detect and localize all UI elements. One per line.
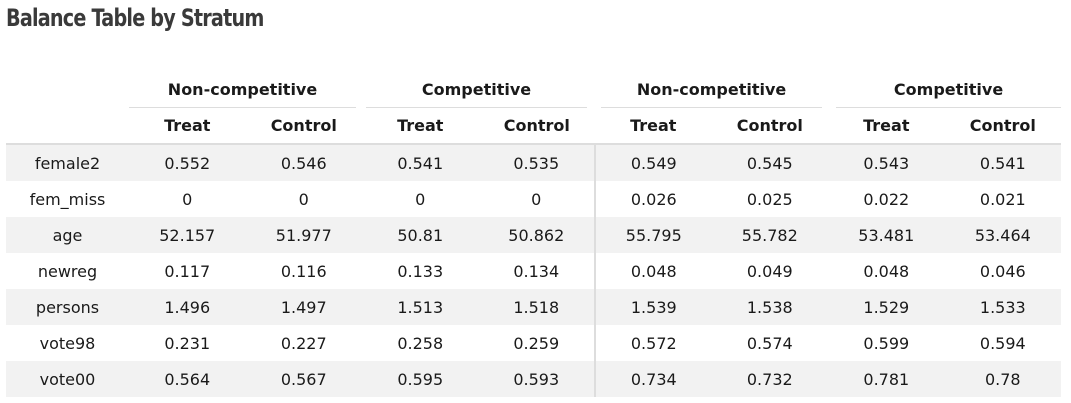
table-cell: 1.496 [129,289,246,325]
table-cell: 0.025 [712,181,829,217]
table-cell: 1.533 [945,289,1062,325]
row-label: newreg [6,253,129,289]
table-cell: 0 [246,181,363,217]
table-row [6,361,1061,397]
column-header: Control [712,108,829,144]
table-cell: 0.543 [828,144,945,181]
group-header: Competitive [828,72,1061,108]
table-cell: 0.049 [712,253,829,289]
column-header: Treat [828,108,945,144]
table-cell: 0.732 [712,361,829,397]
column-header-empty [6,108,129,144]
column-header: Treat [129,108,246,144]
table-cell: 0.734 [595,361,712,397]
table-cell: 55.782 [712,217,829,253]
table-cell: 1.518 [479,289,596,325]
table-cell: 51.977 [246,217,363,253]
table-cell: 1.529 [828,289,945,325]
row-label: age [6,217,129,253]
table-cell: 53.464 [945,217,1062,253]
table-cell: 0.541 [362,144,479,181]
corner-cell [6,72,129,108]
table-row [6,181,1061,217]
table-cell: 1.513 [362,289,479,325]
table-cell: 0.048 [595,253,712,289]
row-label: vote98 [6,325,129,361]
table-row [6,325,1061,361]
table-cell: 0.593 [479,361,596,397]
table-cell: 0.546 [246,144,363,181]
table-cell: 0.574 [712,325,829,361]
table-cell: 52.157 [129,217,246,253]
table-cell: 0 [129,181,246,217]
column-header: Treat [362,108,479,144]
table-cell: 0.259 [479,325,596,361]
table-cell: 0.116 [246,253,363,289]
table-cell: 0.258 [362,325,479,361]
row-label: female2 [6,144,129,181]
row-label: persons [6,289,129,325]
column-header: Treat [595,108,712,144]
table-cell: 50.862 [479,217,596,253]
table-cell: 55.795 [595,217,712,253]
table-cell: 0.021 [945,181,1062,217]
column-header-row [6,108,1061,144]
table-cell: 50.81 [362,217,479,253]
table-cell: 0.134 [479,253,596,289]
group-header: Competitive [362,72,595,108]
table-cell: 53.481 [828,217,945,253]
table-cell: 0.549 [595,144,712,181]
table-row [6,253,1061,289]
table-cell: 0.048 [828,253,945,289]
balance-table [6,72,1061,397]
column-header: Control [246,108,363,144]
group-header: Non-competitive [595,72,828,108]
table-row [6,144,1061,181]
table-cell: 0.595 [362,361,479,397]
table-cell: 0.541 [945,144,1062,181]
table-cell: 0.535 [479,144,596,181]
group-header-row [6,72,1061,108]
table-cell: 0.552 [129,144,246,181]
table-cell: 1.497 [246,289,363,325]
group-header: Non-competitive [129,72,362,108]
table-cell: 1.539 [595,289,712,325]
table-cell: 1.538 [712,289,829,325]
table-cell: 0.133 [362,253,479,289]
column-header: Control [479,108,596,144]
table-cell: 0.564 [129,361,246,397]
table-cell: 0.599 [828,325,945,361]
row-label: vote00 [6,361,129,397]
table-cell: 0.594 [945,325,1062,361]
column-header: Control [945,108,1062,144]
table-cell: 0.572 [595,325,712,361]
table-cell: 0.231 [129,325,246,361]
table-cell: 0.545 [712,144,829,181]
page-title: Balance Table by Stratum [6,4,264,32]
table-cell: 0.78 [945,361,1062,397]
table-row [6,217,1061,253]
table-cell: 0 [479,181,596,217]
table-cell: 0.781 [828,361,945,397]
table-cell: 0.227 [246,325,363,361]
table-cell: 0.117 [129,253,246,289]
table-cell: 0 [362,181,479,217]
table-cell: 0.022 [828,181,945,217]
row-label: fem_miss [6,181,129,217]
table-cell: 0.046 [945,253,1062,289]
table-cell: 0.567 [246,361,363,397]
table-row [6,289,1061,325]
table-cell: 0.026 [595,181,712,217]
